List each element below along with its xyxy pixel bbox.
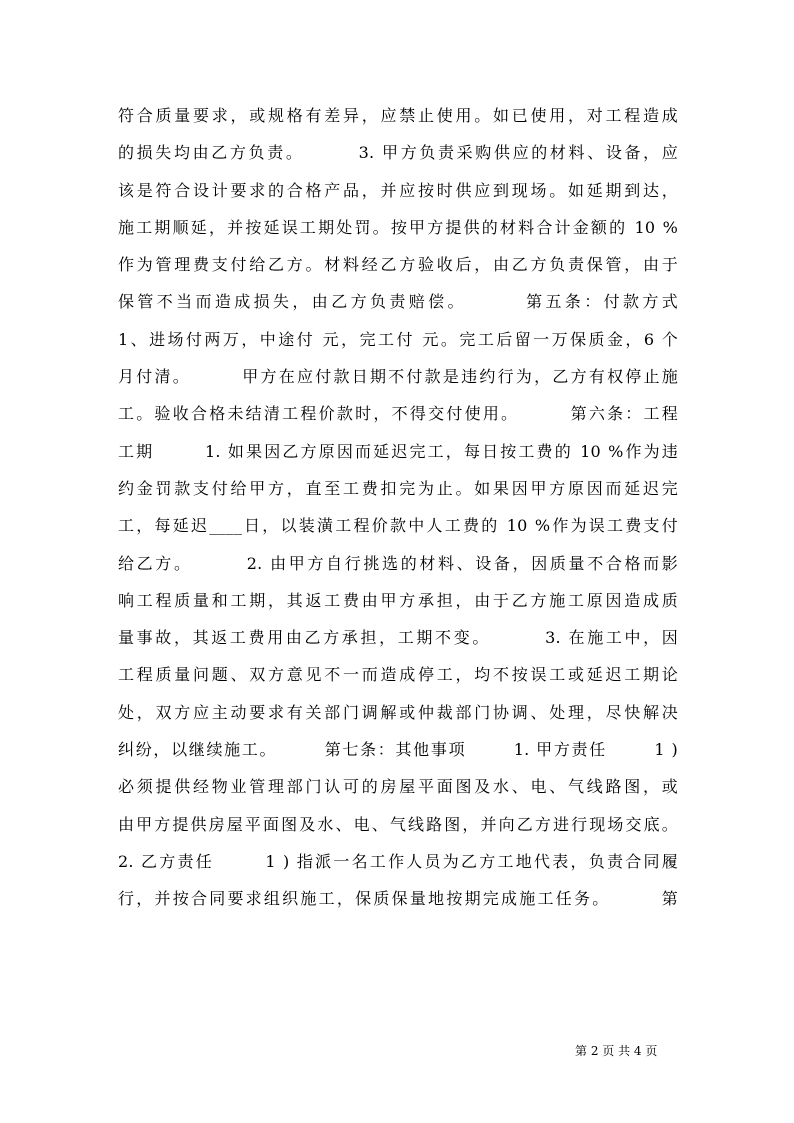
text-line: 1、进场付两万，中途付 元，完工付 元。完工后留一万保质金，6 个 [118,329,678,349]
text-line: 行，并按合同要求组织施工，保质保量地按期完成施工任务。 第 [118,889,678,909]
text-line: 工。验收合格未结清工程价款时，不得交付使用。 第六条：工程 [118,404,678,424]
text-line: 纠纷，以继续施工。 第七条：其他事项 1. 甲方责任 1 ) [118,740,678,760]
text-line: 保管不当而造成损失，由乙方负责赔偿。 第五条：付款方式 [118,292,678,312]
text-line: 2. 乙方责任 1 ) 指派一名工作人员为乙方工地代表，负责合同履 [118,851,678,871]
text-line: 作为管理费支付给乙方。材料经乙方验收后，由乙方负责保管，由于 [118,255,678,275]
text-line: 工，每延迟____日，以装潢工程价款中人工费的 10 %作为误工费支付 [118,516,678,536]
text-line: 响工程质量和工期，其返工费由甲方承担，由于乙方施工原因造成质 [118,590,678,610]
text-line: 的损失均由乙方负责。 3. 甲方负责采购供应的材料、设备，应 [118,143,678,163]
text-line: 施工期顺延，并按延误工期处罚。按甲方提供的材料合计金额的 10 % [118,217,678,237]
text-line: 符合质量要求，或规格有差异，应禁止使用。如已使用，对工程造成 [118,106,678,125]
text-line: 由甲方提供房屋平面图及水、电、气线路图，并向乙方进行现场交底。 [118,814,678,834]
contract-body-text [118,97,678,918]
text-line: 该是符合设计要求的合格产品，并应按时供应到现场。如延期到达， [118,180,678,200]
text-line: 约金罚款支付给甲方，直至工费扣完为止。如果因甲方原因而延迟完 [118,478,678,498]
text-line: 工程质量问题、双方意见不一而造成停工，均不按误工或延迟工期论 [118,665,678,685]
text-line: 量事故，其返工费用由乙方承担，工期不变。 3. 在施工中，因 [118,628,678,648]
text-line: 给乙方。 2. 由甲方自行挑选的材料、设备，因质量不合格而影 [118,553,678,573]
text-line: 月付清。 甲方在应付款日期不付款是违约行为，乙方有权停止施 [118,367,678,387]
page-number-footer: 第 2 页 共 4 页 [575,1044,658,1058]
text-line: 处，双方应主动要求有关部门调解或仲裁部门协调、处理，尽快解决 [118,702,678,722]
text-line: 工期 1. 如果因乙方原因而延迟完工，每日按工费的 10 %作为违 [118,441,678,461]
text-line: 必须提供经物业管理部门认可的房屋平面图及水、电、气线路图，或 [118,777,678,797]
